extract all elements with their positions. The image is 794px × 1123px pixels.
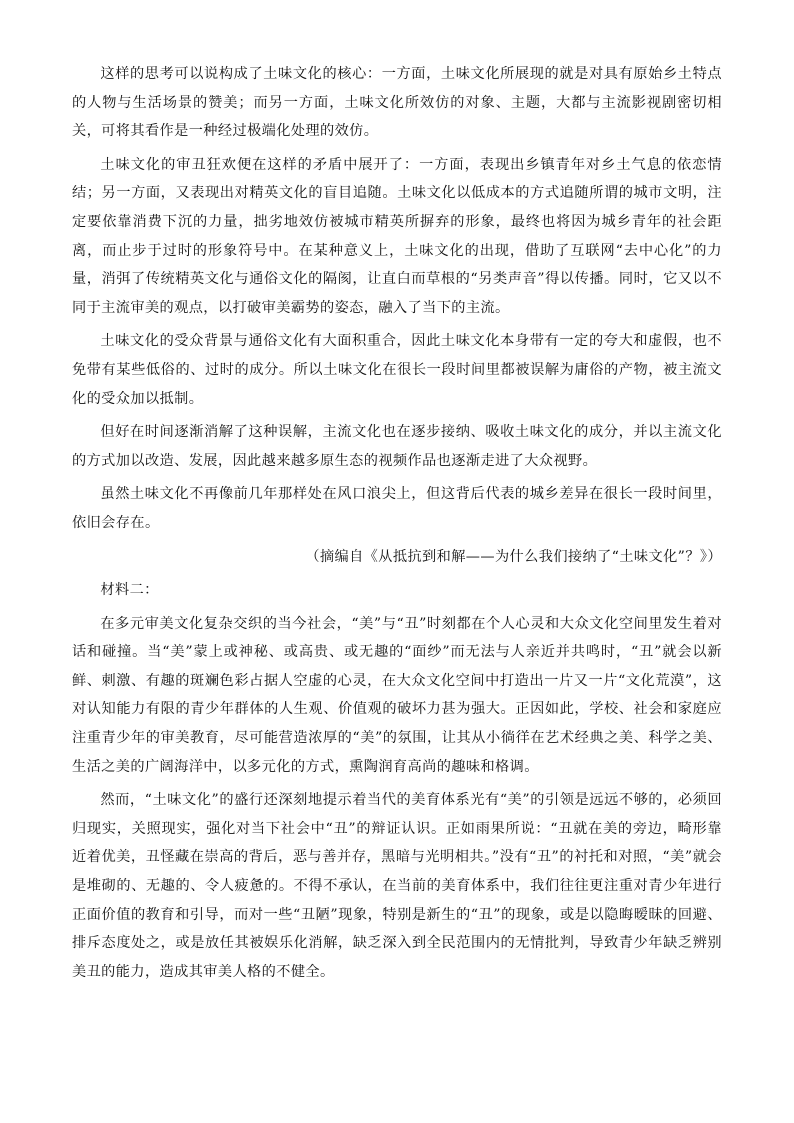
paragraph: 在多元审美文化复杂交织的当今社会，“美”与“丑”时刻都在个人心灵和大众文化空间里发生着对话和碰撞。当“美”蒙上或神秘、或高贵、或无趣的“面纱”而无法与人亲近并共鸣时，“丑”就会以新鲜、刺激、有趣的斑斓色彩占据人空虚的心灵，在大众文化空间中打造出一片又一片“文化荒漠”，这对认知能力有限的青少年群体的人生观、价值观的破坏力甚为强大。正因如此，学校、社会和家庭应注重青少年的审美教育，尽可能营造浓厚的“美”的氛围，让其从小徜徉在艺术经典之美、科学之美、生活之美的广阔海洋中，以多元化的方式，熏陶润育高尚的趣味和格调。 [72,615,722,775]
paragraph: 这样的思考可以说构成了土味文化的核心：一方面，土味文化所展现的就是对具有原始乡土特点的人物与生活场景的赞美；而另一方面，土味文化所效仿的对象、主题，大都与主流影视剧密切相关，可将其看作是一种经过极端化处理的效仿。 [72,66,722,140]
material-heading: 材料二： [100,582,159,599]
document-page [72,60,722,991]
source-citation: （摘编自《从抵抗到和解——为什么我们接纳了“土味文化”？》） [305,548,722,565]
paragraph: 然而，“土味文化”的盛行还深刻地提示着当代的美育体系光有“美”的引领是远远不够的，必须回归现实，关照现实，强化对当下社会中“丑”的辩证认识。正如雨果所说：“丑就在美的旁边，畸形靠近着优美，丑怪藏在崇高的背后，恶与善并存，黑暗与光明相共。”没有“丑”的衬托和对照，“美”就会是堆砌的、无趣的、令人疲惫的。不得不承认，在当前的美育体系中，我们往往更注重对青少年进行正面价值的教育和引导，而对一些“丑陋”现象，特别是新生的“丑”的现象，或是以隐晦暧昧的回避、排斥态度处之，或是放任其被娱乐化消解，缺乏深入到全民范围内的无情批判，导致青少年缺乏辨别美丑的能力，造成其审美人格的不健全。 [72,792,722,980]
paragraph: 但好在时间逐渐消解了这种误解，主流文化也在逐步接纳、吸收土味文化的成分，并以主流文化的方式加以改造、发展，因此越来越多原生态的视频作品也逐渐走进了大众视野。 [72,424,722,469]
paragraph: 虽然土味文化不再像前几年那样处在风口浪尖上，但这背后代表的城乡差异在很长一段时间里，依旧会存在。 [72,486,722,531]
paragraph: 土味文化的受众背景与通俗文化有大面积重合，因此土味文化本身带有一定的夸大和虚假，也不免带有某些低俗的、过时的成分。所以土味文化在很长一段时间里都被误解为庸俗的产物，被主流文化的受众加以抵制。 [72,333,722,407]
paragraph: 土味文化的审丑狂欢便在这样的矛盾中展开了：一方面，表现出乡镇青年对乡土气息的依恋情结；另一方面，又表现出对精英文化的盲目追随。土味文化以低成本的方式追随所谓的城市文明，注定要依靠消费下沉的力量，拙劣地效仿被城市精英所摒弃的形象，最终也将因为城乡青年的社会距离，而止步于过时的形象符号中。在某种意义上，土味文化的出现，借助了互联网“去中心化”的力量，消弭了传统精英文化与通俗文化的隔阂，让直白而草根的“另类声音”得以传播。同时，它又以不同于主流审美的观点，以打破审美霸势的姿态，融入了当下的主流。 [72,156,722,316]
